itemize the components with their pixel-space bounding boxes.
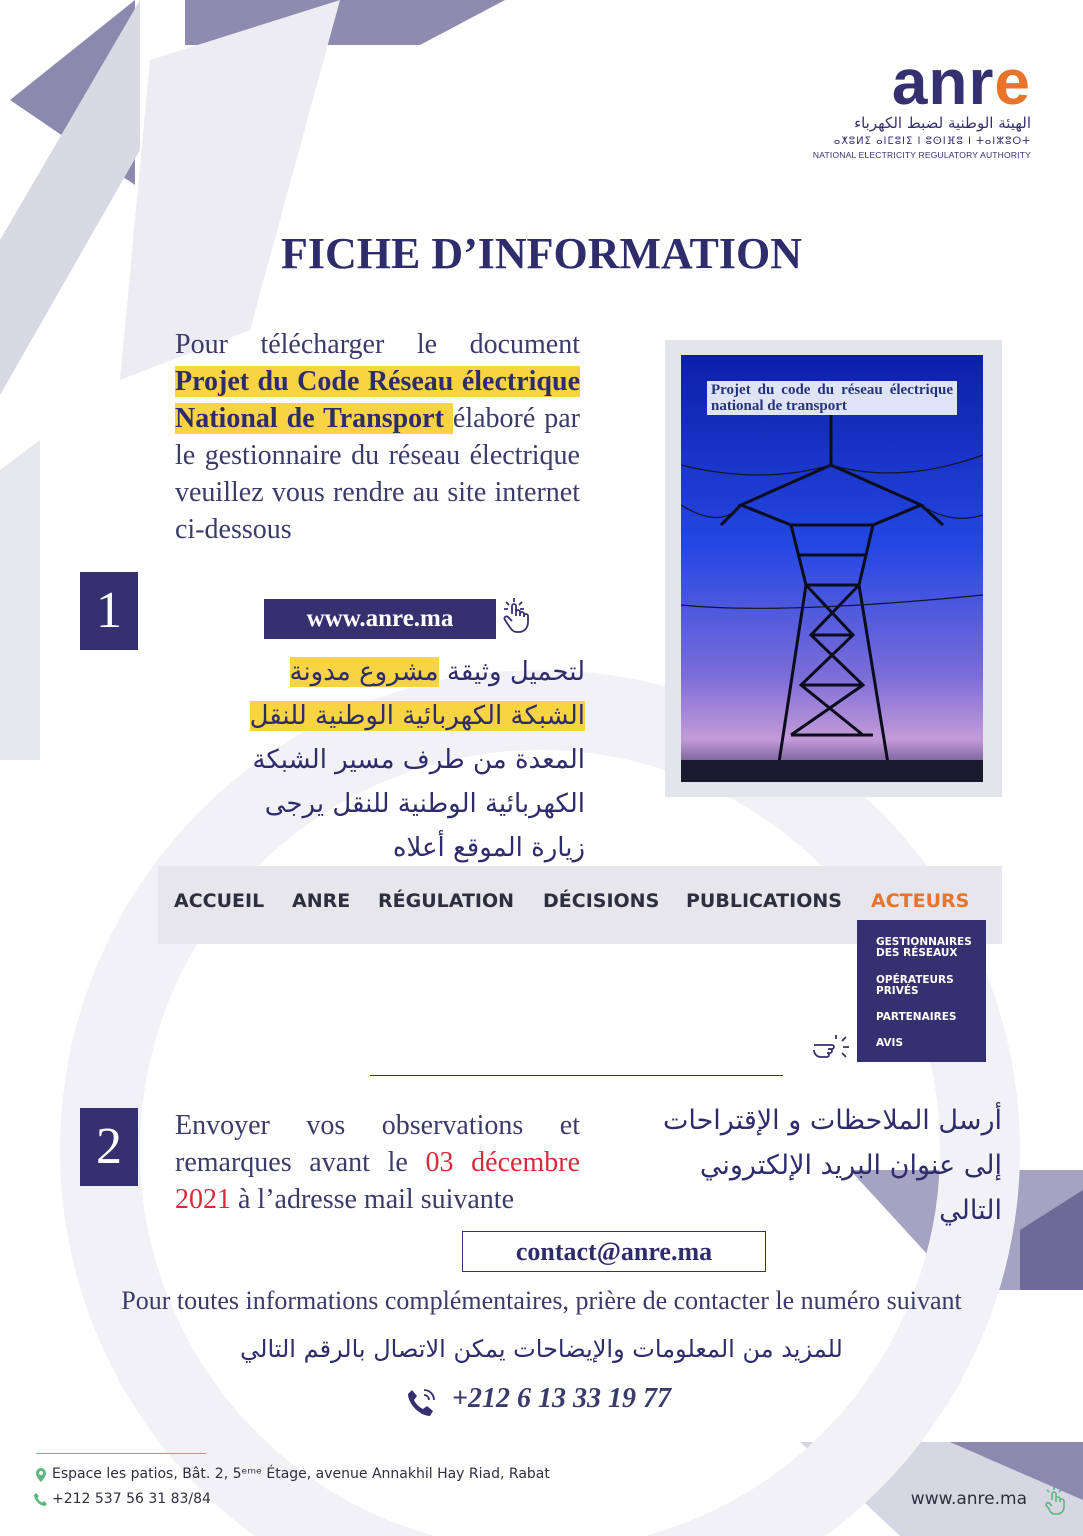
nav-item-regulation[interactable]: RÉGULATION: [378, 890, 515, 912]
page-title: FICHE D’INFORMATION: [280, 229, 803, 278]
dropdown-item-operateurs[interactable]: OPÉRATEURS PRIVÉS: [876, 974, 954, 997]
document-title-highlight: Projet du Code Réseau électrique National de Transport: [175, 366, 580, 434]
nav-item-publications[interactable]: PUBLICATIONS: [686, 890, 842, 912]
logo-english-text: NATIONAL ELECTRICITY REGULATORY AUTHORITY: [812, 150, 1031, 160]
location-pin-icon: [36, 1468, 46, 1482]
step-number-1: 1: [80, 572, 138, 650]
dropdown-item-gestionnaires[interactable]: GESTIONNAIRES DES RÉSEAUX: [876, 936, 972, 959]
contact-info-arabic: للمزيد من المعلومات والإيضاحات يمكن الاتصال بالرقم التالي: [240, 1335, 843, 1363]
footer-phone-icon: [34, 1492, 48, 1506]
nav-item-anre[interactable]: ANRE: [292, 890, 351, 912]
footer-phone: +212 537 56 31 83/84: [52, 1491, 211, 1507]
dropdown-item-partenaires[interactable]: PARTENAIRES: [876, 1011, 957, 1023]
pointing-hand-icon: [812, 1033, 852, 1061]
website-url-button[interactable]: www.anre.ma: [264, 599, 496, 639]
logo-tifinagh-text: ⴰⵅⵓⵍⵉ ⴰⵏⵎⵓⵏⵉ ⵏ ⵓⵙⵏⴼⵓ ⵏ ⵜⴰⵏⵣⵓⵔⵜ: [833, 136, 1031, 147]
nav-item-acteurs[interactable]: ACTEURS: [871, 890, 970, 912]
footer-tap-icon: [1042, 1486, 1072, 1516]
contact-phone-number[interactable]: +212 6 13 33 19 77: [452, 1383, 671, 1414]
document-cover-label: Projet du code du réseau électrique national de transport: [707, 381, 957, 415]
step1-arabic-text: لتحميل وثيقة مشروع مدونة الشبكة الكهربائية الوطنية للنقل المعدة من طرف مسير الشبكة الكهربائية الوطنية للنقل يرجى زيارة الموقع أعلاه: [249, 657, 585, 863]
logo-arabic-text: الهيئة الوطنية لضبط الكهرباء: [854, 114, 1031, 132]
phone-icon: [404, 1386, 438, 1420]
step2-arabic-text: أرسل الملاحظات و الإقتراحات إلى عنوان البريد الإلكتروني التالي: [662, 1105, 1002, 1226]
section-separator: [370, 1075, 783, 1076]
contact-email-box[interactable]: contact@anre.ma: [462, 1231, 766, 1272]
footer-divider: [36, 1453, 206, 1454]
nav-item-accueil[interactable]: ACCUEIL: [174, 890, 265, 912]
nav-item-decisions[interactable]: DÉCISIONS: [543, 890, 660, 912]
step1-french-text: Pour télécharger le document Projet du Code Réseau électrique National de Transport élaboré par le gestionnaire du réseau électrique veuillez vous rendre au site internet ci-dessous: [175, 329, 580, 545]
document-cover-image: [681, 355, 983, 782]
step-number-2: 2: [80, 1108, 138, 1186]
anre-logo: anre: [891, 46, 1031, 118]
footer-website[interactable]: www.anre.ma: [910, 1489, 1027, 1509]
deadline-date: 03 décembre 2021: [175, 1147, 580, 1215]
contact-info-french: Pour toutes informations complémentaires, prière de contacter le numéro suivant: [121, 1286, 962, 1315]
footer-address: Espace les patios, Bât. 2, 5ᵉᵐᵉ Étage, avenue Annakhil Hay Riad, Rabat: [52, 1466, 550, 1482]
deco-left-strip: [0, 440, 40, 760]
deco-band-faint: [120, 0, 340, 380]
dropdown-item-avis[interactable]: AVIS: [876, 1037, 904, 1049]
tap-hand-icon: [498, 596, 534, 636]
step2-french-text: Envoyer vos observations et remarques avant le 03 décembre 2021 à l’adresse mail suivante: [175, 1110, 580, 1215]
